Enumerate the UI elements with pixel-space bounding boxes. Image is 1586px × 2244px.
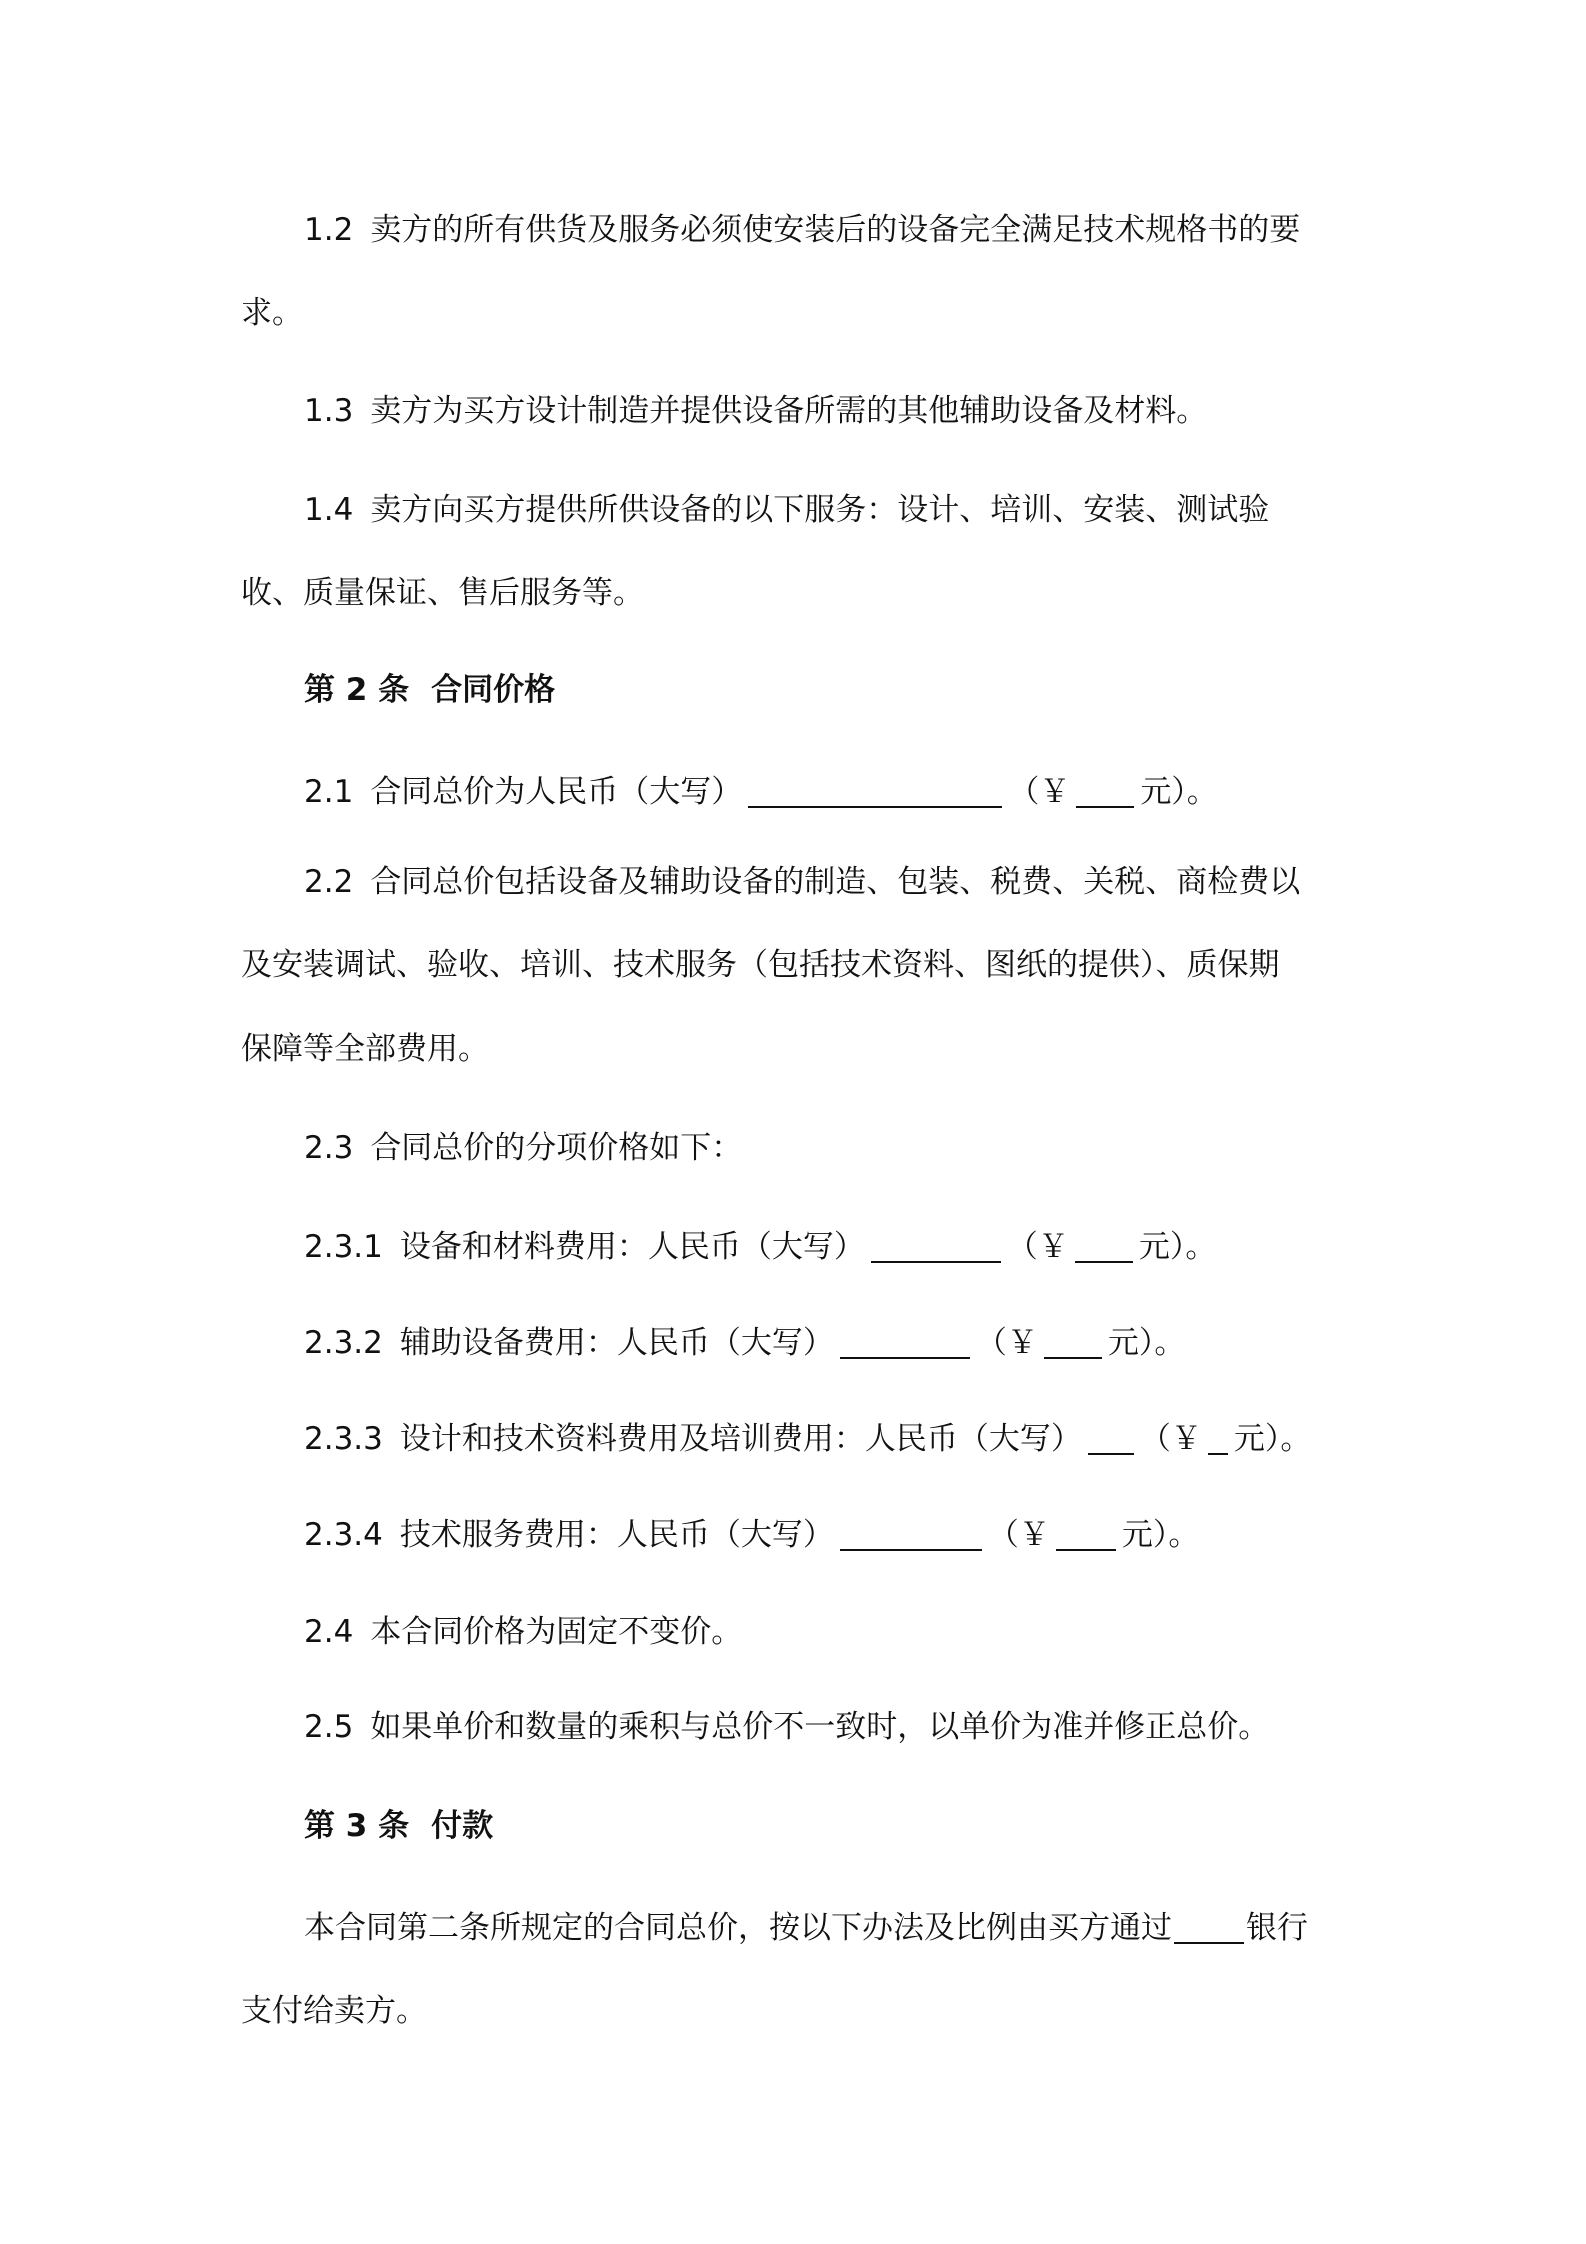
clause-text: 卖方为买方设计制造并提供设备所需的其他辅助设备及材料。 [370,393,1208,429]
clause-text: 合同总价为人民币（大写） [370,774,743,810]
clause-number: 2.5 [304,1709,354,1745]
clause-text: 支付给卖方。 [241,1993,427,2029]
clause-number: 2.3 [304,1130,354,1166]
amount-in-figures-blank[interactable] [1075,1231,1133,1263]
clause-1-2-line-2 [241,293,303,333]
currency-close: 元）。 [1121,1517,1200,1553]
clause-text: 合同总价的分项价格如下： [370,1130,743,1166]
clause-text: 求。 [241,295,303,331]
clause-number: 2.3.1 [304,1229,383,1265]
article-label: 第 2 条 [304,672,410,708]
amount-in-words-blank[interactable] [840,1519,982,1551]
clause-1-3 [304,391,1207,431]
article-2-heading [304,670,555,710]
article-title: 付款 [431,1808,494,1844]
article-title: 合同价格 [431,672,556,708]
clause-text: 本合同第二条所规定的合同总价，按以下办法及比例由买方通过 [304,1910,1172,1946]
clause-1-4-line-2 [241,573,644,613]
clause-text: 收、质量保证、售后服务等。 [241,575,644,611]
currency-open: （￥ [1006,1229,1069,1265]
clause-number: 2.1 [304,774,354,810]
clause-2-3-4 [304,1515,1199,1555]
clause-2-2-line-1 [304,862,1300,902]
currency-open: （￥ [975,1325,1038,1361]
currency-close: 元）。 [1138,1229,1217,1265]
amount-in-words-blank[interactable] [871,1231,1001,1263]
article-3-body-line-2 [241,1991,427,2031]
amount-in-figures-blank[interactable] [1044,1327,1102,1359]
clause-text: 设备和材料费用：人民币（大写） [399,1229,865,1265]
article-3-heading [304,1806,493,1846]
clause-number: 1.2 [304,212,354,248]
clause-text: 银行 [1246,1910,1308,1946]
clause-text: 保障等全部费用。 [241,1031,489,1067]
clause-2-3 [304,1128,742,1168]
amount-in-figures-blank[interactable] [1208,1423,1228,1455]
clause-2-2-line-3 [241,1029,489,1069]
amount-in-words-blank[interactable] [840,1327,970,1359]
amount-in-words-blank[interactable] [1088,1423,1134,1455]
currency-close: 元）。 [1107,1325,1186,1361]
clause-2-2-line-2 [241,945,1280,985]
clause-2-3-3 [304,1419,1311,1459]
clause-text: 及安装调试、验收、培训、技术服务（包括技术资料、图纸的提供）、质保期 [241,947,1280,983]
amount-in-figures-blank[interactable] [1056,1519,1116,1551]
clause-2-1 [304,772,1218,812]
currency-close: 元）。 [1233,1421,1312,1457]
clause-number: 2.4 [304,1614,354,1650]
clause-2-3-2 [304,1323,1185,1363]
clause-text: 辅助设备费用：人民币（大写） [399,1325,834,1361]
clause-number: 1.3 [304,393,354,429]
article-label: 第 3 条 [304,1808,410,1844]
clause-2-5 [304,1707,1269,1747]
clause-2-4 [304,1612,742,1652]
clause-number: 2.3.2 [304,1325,383,1361]
currency-close: 元）。 [1140,774,1218,810]
clause-text: 卖方的所有供货及服务必须使安装后的设备完全满足技术规格书的要 [370,212,1301,248]
currency-open: （￥ [1008,774,1071,810]
clause-2-3-1 [304,1227,1216,1267]
currency-open: （￥ [987,1517,1050,1553]
clause-number: 2.3.3 [304,1421,383,1457]
currency-open: （￥ [1139,1421,1202,1457]
clause-1-2-line-1 [304,210,1300,250]
clause-text: 如果单价和数量的乘积与总价不一致时，以单价为准并修正总价。 [370,1709,1270,1745]
clause-text: 设计和技术资料费用及培训费用：人民币（大写） [399,1421,1082,1457]
article-3-body-line-1 [304,1908,1308,1948]
amount-in-words-blank[interactable] [748,776,1002,808]
clause-text: 合同总价包括设备及辅助设备的制造、包装、税费、关税、商检费以 [370,864,1301,900]
bank-name-blank[interactable] [1174,1912,1244,1944]
clause-number: 2.3.4 [304,1517,383,1553]
clause-number: 1.4 [304,492,354,528]
clause-text: 技术服务费用：人民币（大写） [399,1517,834,1553]
amount-in-figures-blank[interactable] [1076,776,1134,808]
clause-1-4-line-1 [304,490,1269,530]
clause-text: 本合同价格为固定不变价。 [370,1614,743,1650]
clause-text: 卖方向买方提供所供设备的以下服务：设计、培训、安装、测试验 [370,492,1270,528]
clause-number: 2.2 [304,864,354,900]
